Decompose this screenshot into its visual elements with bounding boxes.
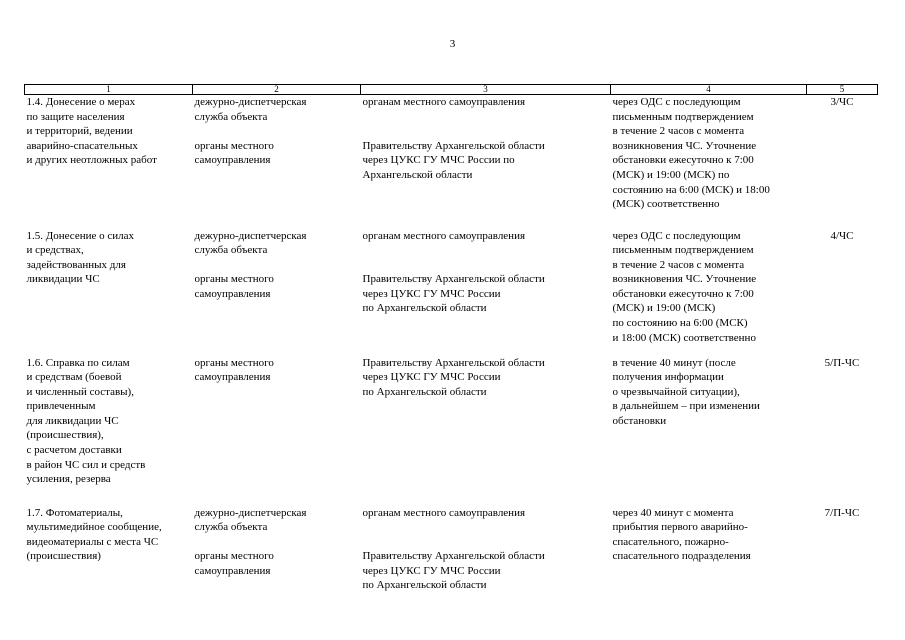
report-name: 1.6. Справка по силам и средствам (боевой и численный составы), привлеченным для ликвидации ЧС (происшествия), с расчетом доставки в район ЧС сил и средств усиления, резерва	[26, 356, 146, 486]
deadline: через ОДС с последующим письменным подтверждением в течение 2 часов с момента возникновения ЧС. Уточнение обстановки ежесуточно к 7:00 (МСК) и 19:00 (МСК) по состоянию на 6:00 (МСК) и 18:00 (МСК) соответственно	[612, 229, 757, 344]
recipient: органам местного самоуправления	[362, 96, 526, 108]
recipient: органам местного самоуправления	[362, 229, 526, 242]
recipient: Правительству Архангельской области через ЦУКС ГУ МЧС России по Архангельской области	[362, 273, 545, 315]
form-code: 3/ЧС	[830, 96, 854, 108]
sender: органы местного самоуправления	[194, 356, 274, 384]
report-name: 1.5. Донесение о силах и средствах, задействованных для ликвидации ЧС	[26, 229, 134, 286]
table-row	[25, 506, 878, 594]
report-name: 1.4. Донесение о мерах по защите населения и территорий, ведении аварийно-спасательных и других неотложных работ	[26, 96, 157, 167]
column-number: 2	[193, 85, 361, 95]
sender: дежурно-диспетчерская служба объекта	[194, 229, 307, 257]
table-row	[25, 356, 878, 506]
recipient-cell	[361, 229, 611, 356]
report-name: 1.7. Фотоматериалы, мультимедийное сообщение, видеоматериалы с места ЧС (происшествия)	[26, 506, 162, 563]
page-number: 3	[449, 38, 456, 50]
form-code: 7/П-ЧС	[824, 506, 860, 519]
column-number: 4	[611, 85, 807, 95]
deadline: в течение 40 минут (после получения информации о чрезвычайной ситуации), в дальнейшем – при изменении обстановки	[612, 356, 760, 427]
recipient-cell	[361, 506, 611, 594]
column-number: 5	[807, 85, 878, 95]
recipient: Правительству Архангельской области через ЦУКС ГУ МЧС России по Архангельской области	[362, 356, 545, 398]
sender-cell	[193, 229, 361, 356]
deadline: через 40 минут с момента прибытия первого аварийно- спасательного, пожарно- спасательного подразделения	[612, 506, 751, 563]
recipient-cell	[361, 95, 611, 229]
reporting-table	[24, 84, 878, 593]
sender: дежурно-диспетчерская служба объекта	[194, 96, 307, 123]
recipient: Правительству Архангельской области через ЦУКС ГУ МЧС России по Архангельской области	[362, 139, 545, 181]
column-number-row	[25, 85, 878, 95]
column-number: 1	[25, 85, 193, 95]
form-code: 4/ЧС	[830, 229, 854, 242]
form-code: 5/П-ЧС	[824, 356, 860, 369]
table-row	[25, 229, 878, 356]
recipient: органам местного самоуправления	[362, 506, 526, 519]
sender-cell	[193, 506, 361, 594]
sender: органы местного самоуправления	[194, 550, 274, 577]
sender: дежурно-диспетчерская служба объекта	[194, 506, 307, 534]
sender: органы местного самоуправления	[194, 273, 274, 300]
sender: органы местного самоуправления	[194, 139, 274, 167]
deadline: через ОДС с последующим письменным подтверждением в течение 2 часов с момента возникновения ЧС. Уточнение обстановки ежесуточно к 7:00 (МСК) и 19:00 (МСК) по состоянию на 6:00 (МСК) и 18:00 (МСК) соответственно	[612, 96, 770, 211]
sender-cell	[193, 356, 361, 506]
sender-cell	[193, 95, 361, 229]
recipient-cell	[361, 356, 611, 506]
column-number: 3	[361, 85, 611, 95]
table-row	[25, 95, 878, 229]
recipient: Правительству Архангельской области через ЦУКС ГУ МЧС России по Архангельской области	[362, 550, 545, 592]
